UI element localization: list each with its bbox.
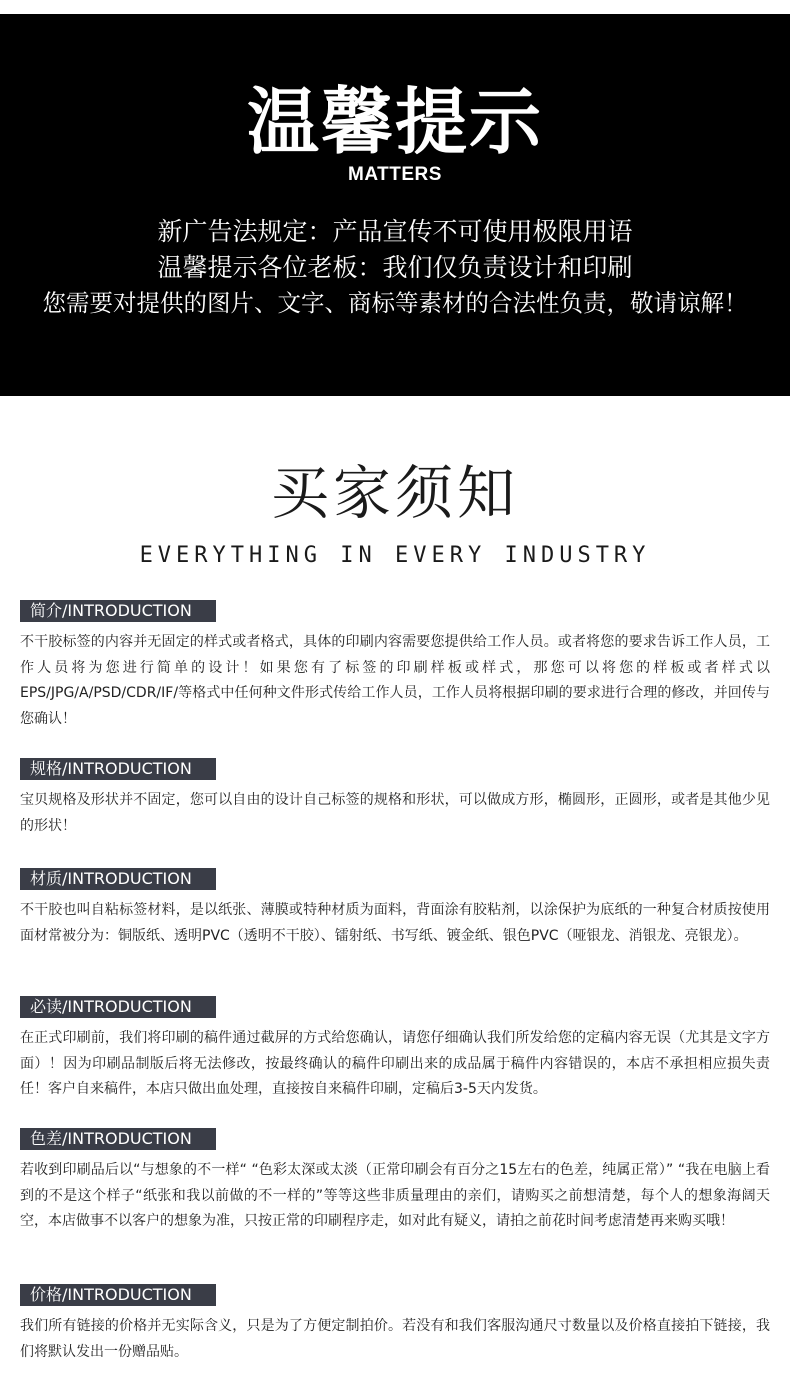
section-tag: 价格/INTRODUCTION (20, 1284, 216, 1306)
banner-title: 温馨提示 (246, 80, 543, 164)
section-intro (20, 600, 770, 732)
matters-banner (0, 14, 790, 396)
banner-line-1: 新广告法规定：产品宣传不可使用极限用语 (157, 217, 633, 246)
section-text: 我们所有链接的价格并无实际含义，只是为了方便定制拍价。若没有和我们客服沟通尺寸数量以及价格直接拍下链接，我们将默认发出一份赠品贴。 (20, 1318, 770, 1360)
section-tag: 简介/INTRODUCTION (20, 600, 216, 622)
section-must-read (20, 996, 770, 1103)
banner-line-3: 您需要对提供的图片、文字、商标等素材的合法性负责，敬请谅解！ (42, 289, 748, 317)
section-color-difference (20, 1128, 770, 1235)
section-tag: 材质/INTRODUCTION (20, 868, 216, 890)
banner-subtitle: MATTERS (348, 164, 442, 185)
section-tag: 规格/INTRODUCTION (20, 758, 216, 780)
section-text: 不干胶也叫自粘标签材料，是以纸张、薄膜或特种材质为面料，背面涂有胶粘剂，以涂保护为底纸的一种复合材质按使用面材常被分为：铜版纸、透明PVC（透明不干胶）、镭射纸、书写纸、镀金纸、银色PVC（哑银龙、消银龙、亮银龙）。 (20, 902, 770, 944)
section-text: 宝贝规格及形状并不固定，您可以自由的设计自己标签的规格和形状，可以做成方形，椭圆形，正圆形，或者是其他少见的形状！ (20, 792, 770, 834)
section-tag: 色差/INTRODUCTION (20, 1128, 216, 1150)
section-price (20, 1284, 770, 1365)
section-spec (20, 758, 770, 839)
notice-title: 买家须知 (270, 459, 519, 527)
section-text: 若收到印刷品后以“与想象的不一样“ “色彩太深或太淡（正常印刷会有百分之15左右的色差，纯属正常）” “我在电脑上看到的不是这个样子“纸张和我以前做的不一样的”等等这些非质量理由的亲们，请购买之前想清楚，每个人的想象海阔天空，本店做事不以客户的想象为准，只按正常的印刷程序走，如对此有疑义，请拍之前花时间考虑清楚再来购买哦！ (20, 1162, 770, 1229)
section-tag: 必读/INTRODUCTION (20, 996, 216, 1018)
banner-line-2: 温馨提示各位老板：我们仅负责设计和印刷 (157, 253, 633, 282)
section-text: 在正式印刷前，我们将印刷的稿件通过截屏的方式给您确认，请您仔细确认我们所发给您的定稿内容无误（尤其是文字方面）！因为印刷品制版后将无法修改，按最终确认的稿件印刷出来的成品属于稿件内容错误的，本店不承担相应损失责任！客户自来稿件，本店只做出血处理，直接按自来稿件印刷，定稿后3-5天内发货。 (20, 1030, 770, 1097)
section-text: 不干胶标签的内容并无固定的样式或者格式，具体的印刷内容需要您提供给工作人员。或者将您的要求告诉工作人员，工作人员将为您进行简单的设计！如果您有了标签的印刷样板或样式，那您可以将您的样板或者样式以EPS/JPG/A/PSD/CDR/IF/等格式中任何种文件形式传给工作人员，工作人员将根据印刷的要求进行合理的修改，并回传与您确认！ (20, 634, 770, 727)
notice-subtitle: EVERYTHING IN EVERY INDUSTRY (139, 543, 651, 568)
section-material (20, 868, 770, 949)
